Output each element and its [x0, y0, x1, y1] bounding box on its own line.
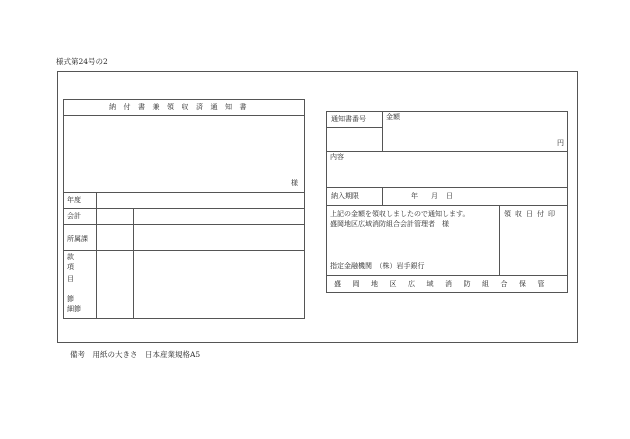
rule: [326, 275, 568, 276]
rule: [326, 151, 568, 152]
form-number: 様式第24号の2: [56, 57, 108, 66]
rule: [382, 187, 383, 205]
kan-label: 款: [67, 253, 74, 261]
amount-label: 金額: [386, 113, 400, 121]
remarks-note: 備考 用紙の大きさ 日本産業規格A5: [70, 350, 201, 359]
nendo-label: 年度: [67, 196, 81, 204]
left-table-border: [63, 99, 305, 319]
rule: [133, 208, 134, 319]
shozokuka-label: 所属課: [67, 235, 88, 243]
retention-footer: 盛岡地区広域消防組合保管: [334, 280, 556, 288]
receipt-addressee: 盛岡地区広域消防組合会計管理者 様: [330, 220, 449, 228]
yen-label: 円: [557, 139, 564, 147]
rule: [326, 127, 382, 128]
content-label: 内容: [330, 153, 344, 161]
kaikei-label: 会計: [67, 212, 81, 220]
designated-bank: 指定金融機関 （株）岩手銀行: [330, 262, 425, 270]
receipt-message: 上記の金額を領収しましたので通知します。: [330, 210, 470, 218]
rule: [382, 111, 383, 151]
rule: [96, 192, 97, 319]
rule: [499, 205, 500, 275]
deadline-label: 納入期限: [331, 192, 359, 200]
rule: [326, 187, 568, 188]
receipt-stamp-label: 領収日付印: [504, 210, 559, 218]
sama-label: 様: [291, 179, 298, 187]
date-month-label: 月: [431, 192, 438, 200]
rule: [63, 192, 305, 193]
moku-label: 目: [67, 275, 74, 283]
rule: [63, 224, 305, 225]
date-year-label: 年: [411, 192, 418, 200]
rule: [63, 115, 305, 116]
rule: [63, 250, 305, 251]
rule: [63, 208, 305, 209]
notice-number-label: 通知書番号: [331, 115, 366, 123]
rule: [326, 205, 568, 206]
setsu-label: 節: [67, 295, 74, 303]
saisetsu-label: 細節: [67, 305, 81, 313]
date-day-label: 日: [446, 192, 453, 200]
kou-label: 項: [67, 263, 74, 271]
left-notice-title: 納付書兼領収済通知書: [109, 103, 254, 111]
